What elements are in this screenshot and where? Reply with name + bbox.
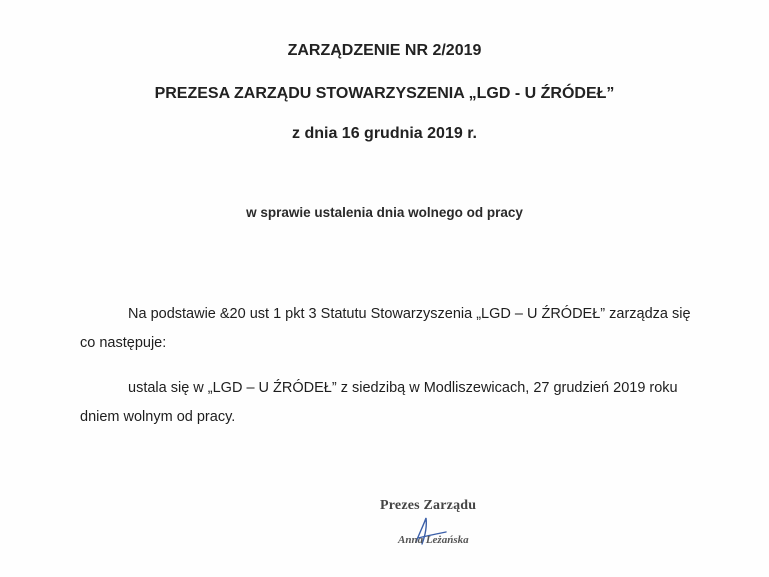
paragraph-line: ustala się w „LGD – U ŹRÓDEŁ” z siedzibą w Modliszewicach, 27 grudzień 2019 roku	[128, 380, 678, 396]
document-date: z dnia 16 grudnia 2019 r.	[292, 125, 477, 142]
document-subject: w sprawie ustalenia dnia wolnego od pracy	[246, 205, 523, 220]
paragraph-line: Na podstawie &20 ust 1 pkt 3 Statutu Stowarzyszenia „LGD – U ŹRÓDEŁ” zarządza się	[128, 306, 691, 322]
paragraph-legal-basis	[80, 300, 700, 358]
signature-stamp-title: Prezes Zarządu	[380, 498, 477, 513]
paragraph-line: dniem wolnym od pracy.	[80, 409, 236, 425]
paragraph-line: co następuje:	[80, 335, 167, 351]
handwritten-signature-icon	[388, 512, 458, 552]
paragraph-decision	[80, 374, 700, 432]
document-title: ZARZĄDZENIE NR 2/2019	[287, 42, 482, 59]
document-issuer: PREZESA ZARZĄDU STOWARZYSZENIA „LGD - U ŹRÓDEŁ”	[154, 85, 615, 102]
signature-stamp-name: Anna Leżańska	[398, 534, 469, 546]
